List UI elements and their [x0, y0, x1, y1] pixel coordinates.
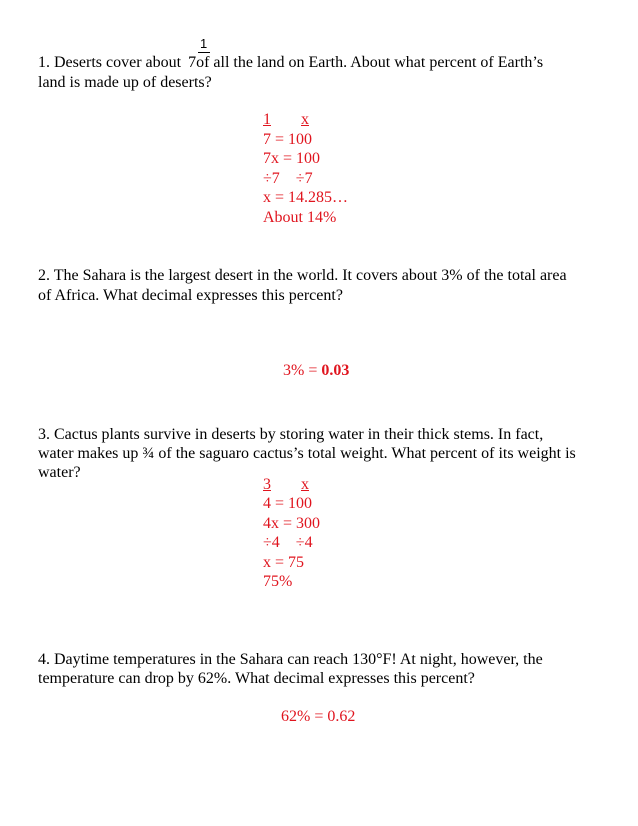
q1-line-2: land is made up of deserts? [38, 74, 212, 91]
q4-line-2: temperature can drop by 62%. What decimal expresses this percent? [38, 670, 475, 687]
q3-work-line: x = 75 [263, 554, 305, 571]
q3-line-1: 3. Cactus plants survive in deserts by storing water in their thick stems. In fact, [38, 426, 544, 443]
q1-work-line: ÷7 ÷7 [263, 170, 313, 187]
q1-text-pre: 1. Deserts cover about [38, 54, 186, 71]
q1-fraction-denominator: 7 [188, 54, 197, 71]
q2-line-1: 2. The Sahara is the largest desert in the world. It covers about 3% of the total area [38, 267, 567, 284]
q1-work-ratio-numerator: 1 [263, 111, 271, 128]
q2-answer-left: 3% = [283, 362, 322, 379]
q3-work-ratio-numerator: 3 [263, 476, 271, 493]
q3-work-ratio-top [263, 475, 309, 495]
q1-fraction-numerator: 1 [200, 36, 208, 51]
q2-answer-value: 0.03 [321, 362, 350, 379]
q3-line-2: water makes up ¾ of the saguaro cactus’s total weight. What percent of its weight is [38, 445, 576, 462]
q1-work-line: x = 14.285… [263, 189, 349, 206]
q3-work-answer: 75% [263, 573, 293, 590]
q1-work-answer: About 14% [263, 209, 337, 226]
q3-work-line: ÷4 ÷4 [263, 534, 313, 551]
q3-work-line: 4 = 100 [263, 495, 313, 512]
q1-work-line: 7x = 100 [263, 150, 321, 167]
q3-work-ratio-x: x [301, 476, 309, 493]
q2-line-2: of Africa. What decimal expresses this percent? [38, 287, 343, 304]
q3-line-3: water? [38, 464, 81, 481]
q1-text-post: of all the land on Earth. About what percent of Earth’s [196, 54, 544, 71]
q2-answer [283, 361, 349, 381]
q4-answer: 62% = 0.62 [281, 708, 356, 725]
q4-line-1: 4. Daytime temperatures in the Sahara can reach 130°F! At night, however, the [38, 651, 543, 668]
q3-work-line: 4x = 300 [263, 515, 321, 532]
q1-work-line: 7 = 100 [263, 131, 313, 148]
q1-work-ratio-x: x [301, 111, 309, 128]
q1-line-1 [38, 53, 543, 73]
q1-work-ratio-top [263, 110, 309, 130]
